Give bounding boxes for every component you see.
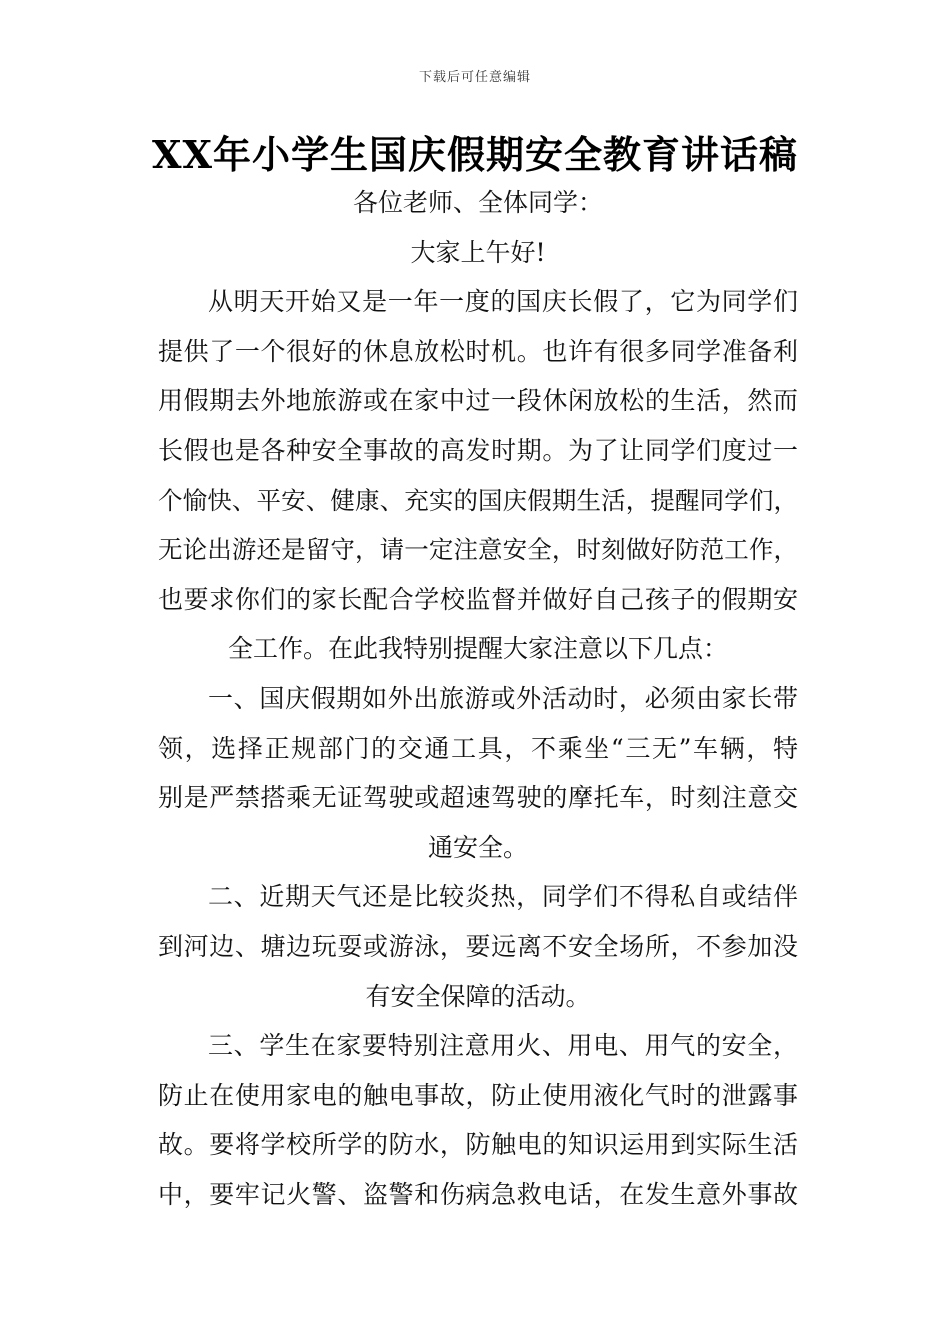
body-line: 个愉快、平安、健康、充实的国庆假期生活，提醒同学们， [158,485,798,515]
body-line: 也要求你们的家长配合学校监督并做好自己孩子的假期安 [158,584,798,614]
body-line: 用假期去外地旅游或在家中过一段休闲放松的生活，然而 [158,386,798,416]
body-line: 长假也是各种安全事故的高发时期。为了让同学们度过一 [158,435,798,465]
document-title: XX年小学生国庆假期安全教育讲话稿 [152,132,798,177]
document-body [158,178,798,1219]
body-line: 故。要将学校所学的防水，防触电的知识运用到实际生活 [158,1130,798,1160]
body-line: 三、学生在家要特别注意用火、用电、用气的安全， [208,1031,798,1061]
body-line: 全工作。在此我特别提醒大家注意以下几点： [227,634,728,664]
body-line: 大家上午好! [410,237,546,267]
body-line: 提供了一个很好的休息放松时机。也许有很多同学准备利 [158,336,798,366]
body-line: 别是严禁搭乘无证驾驶或超速驾驶的摩托车，时刻注意交 [158,783,798,813]
body-line: 领，选择正规部门的交通工具，不乘坐“三无”车辆，特 [158,733,798,763]
body-line: 中，要牢记火警、盗警和伤病急救电话，在发生意外事故 [158,1179,798,1209]
body-line: 到河边、塘边玩耍或游泳，要远离不安全场所，不参加没 [158,931,798,961]
body-line: 一、国庆假期如外出旅游或外活动时，必须由家长带 [208,683,798,713]
body-line: 防止在使用家电的触电事故，防止使用液化气时的泄露事 [158,1080,798,1110]
body-line: 从明天开始又是一年一度的国庆长假了，它为同学们 [208,287,798,317]
body-line: 通安全。 [427,832,528,862]
body-line: 二、近期天气还是比较炎热，同学们不得私自或结伴 [208,882,798,912]
body-line: 无论出游还是留守，请一定注意安全，时刻做好防范工作， [158,535,798,565]
header-note: 下载后可任意编辑 [418,70,531,85]
body-line: 各位老师、全体同学： [352,188,603,217]
body-line: 有安全保障的活动。 [365,981,591,1011]
